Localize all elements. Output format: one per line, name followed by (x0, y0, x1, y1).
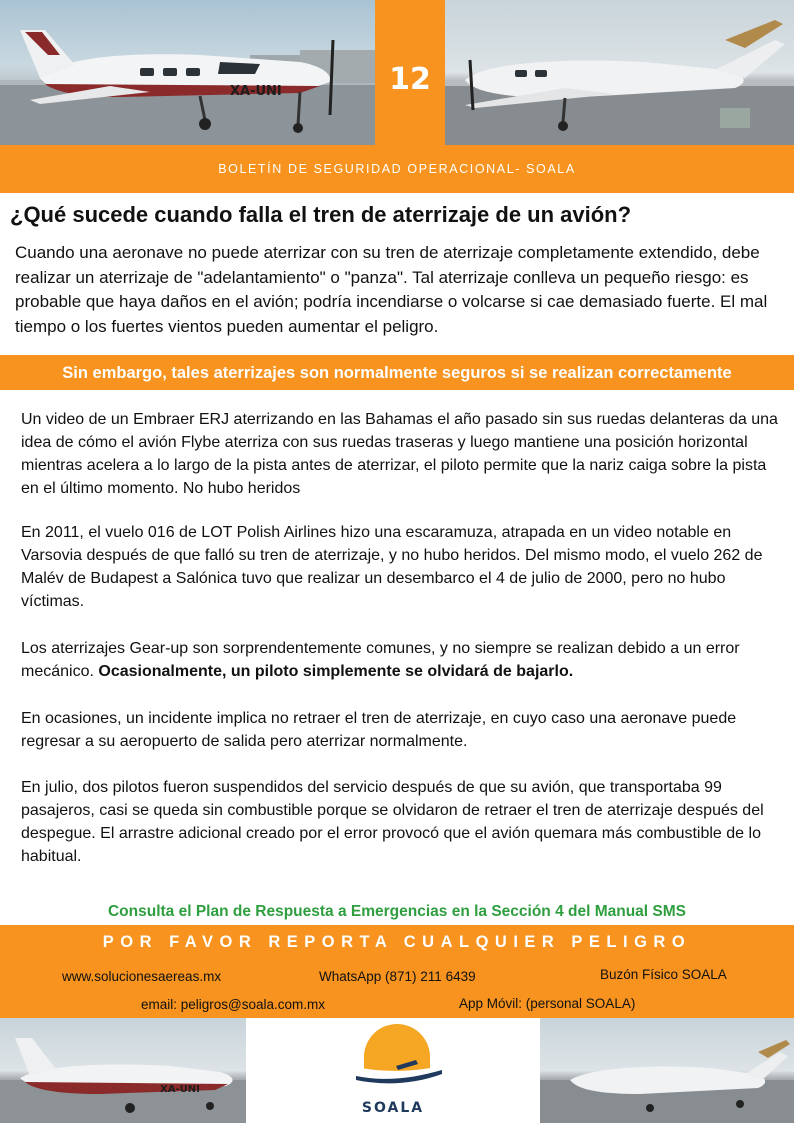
issue-number-box (375, 0, 445, 145)
paragraph-3-bold: Ocasionalmente, un piloto simplemente se olvidará de bajarlo. (98, 663, 574, 680)
email-contact[interactable]: email: peligros@soala.com.mx (141, 997, 326, 1012)
mailbox-contact: Buzón Físico SOALA (600, 967, 727, 982)
paragraph-5: En julio, dos pilotos fueron suspendidos del servicio después de que su avión, que transportaba 99 pasajeros, casi se queda sin combustible porque se olvidaron de retraer el tren de aterrizaje después del despegue. El arrastre adicional creado por el error provocó que el avión quemara más combustible de lo habitual. (21, 779, 764, 865)
header-photo-left (0, 0, 375, 145)
article-intro: Cuando una aeronave no puede aterrizar con su tren de aterrizaje completamente extendido, debe realizar un aterrizaje de "adelantamiento" o "panza". Tal aterrizaje conlleva un pequeño riesgo: es probable que haya daños en el avión; podría incendiarse o volcarse si cae demasiado fuerte. El mal tiempo o los fuertes vientos pueden aumentar el peligro. (15, 243, 768, 336)
soala-logo (246, 1018, 540, 1123)
website-link[interactable]: www.solucionesaereas.mx (62, 969, 222, 984)
registration-text-footer: XA-UNI (160, 1084, 200, 1095)
footer-photo-right (540, 1018, 794, 1123)
report-panel (0, 925, 794, 1018)
registration-text: XA-UNI (230, 84, 282, 99)
report-title: POR FAVOR REPORTA CUALQUIER PELIGRO (102, 933, 692, 951)
footer-photo-left (0, 1018, 246, 1123)
paragraph-3 (21, 637, 786, 683)
app-contact: App Móvil: (personal SOALA) (459, 996, 636, 1011)
banner-title: BOLETÍN DE SEGURIDAD OPERACIONAL- SOALA (218, 162, 576, 176)
logo-panel (246, 1018, 540, 1123)
paragraph-3-normal: Los aterrizajes Gear-up son sorprendentemente comunes, y no siempre se realizan debido a un error mecánico. (21, 640, 740, 680)
consult-note: Consulta el Plan de Respuesta a Emergencias en la Sección 4 del Manual SMS (107, 903, 686, 920)
paragraph-1: Un video de un Embraer ERJ aterrizando en las Bahamas el año pasado sin sus ruedas delanteras da una idea de cómo el avión Flybe aterriza con sus ruedas traseras y luego mantiene una posición horizontal mientras acelera a lo largo de la pista antes de aterrizar, el piloto permite que la nariz caiga sobre la pista en el último momento. No hubo heridos (21, 411, 778, 497)
paragraph-2: En 2011, el vuelo 016 de LOT Polish Airlines hizo una escaramuza, atrapada en un video notable en Varsovia después de que falló su tren de aterrizaje, y no hubo heridos. Del mismo modo, el vuelo 262 de Malév de Budapest a Salónica tuvo que realizar un desembarco el 4 de julio de 2000, pero no hubo víctimas. (21, 524, 763, 610)
highlight-bar (0, 355, 794, 390)
aircraft-photo-footer-right (540, 1018, 794, 1123)
aircraft-photo-right (445, 0, 794, 145)
aircraft-photo-left (0, 0, 375, 145)
logo-text: SOALA (361, 1100, 425, 1116)
header-banner (0, 145, 794, 193)
article-title: ¿Qué sucede cuando falla el tren de aterrizaje de un avión? (10, 202, 632, 227)
paragraph-4: En ocasiones, un incidente implica no retraer el tren de aterrizaje, en cuyo caso una aeronave puede regresar a su aeropuerto de salida pero aterrizar normalmente. (21, 710, 737, 750)
header-photo-right (445, 0, 794, 145)
issue-number: 12 (389, 62, 431, 97)
highlight-text: Sin embargo, tales aterrizajes son normalmente seguros si se realizan correctamente (62, 364, 732, 382)
whatsapp-contact[interactable]: WhatsApp (871) 211 6439 (319, 969, 476, 984)
aircraft-photo-footer-left (0, 1018, 246, 1123)
